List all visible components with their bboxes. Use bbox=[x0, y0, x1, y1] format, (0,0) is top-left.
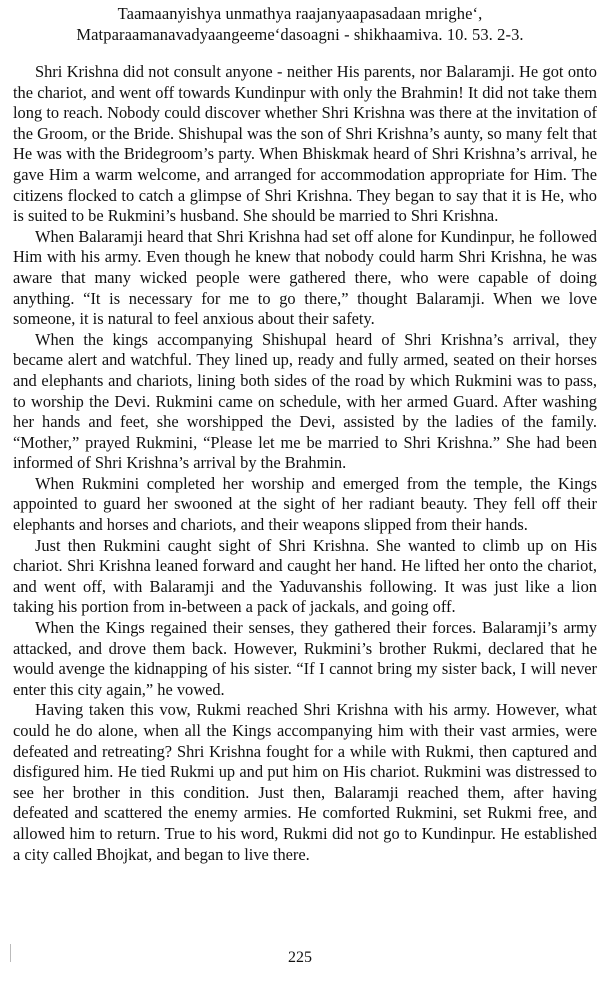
paragraph: When the kings accompanying Shishupal heard of Shri Krishna’s arrival, they became alert and watchful. They lined up, ready and fully armed, seated on their horses and elephants and chariots, lining both sides of the road by which Rukmini was to pass, to worship the Devi. Rukmini came on schedule, with her armed Guard. After washing her hands and feet, she worshipped the Devi, assisted by the ladies of the family. “Mother,” prayed Rukmini, “Please let me be married to Shri Krishna.” She had been informed of Shri Krishna’s arrival by the Brahmin. bbox=[13, 329, 597, 473]
verse-line-2: Matparaamanavadyaangeeme‘dasoagni - shikhaamiva. 10. 53. 2-3. bbox=[76, 25, 524, 44]
paragraph: Shri Krishna did not consult anyone - neither His parents, nor Balaramji. He got onto the chariot, and went off towards Kundinpur with only the Brahmin! It did not take them long to reach. Nobody could discover whether Shri Krishna was there at the invitation of the Groom, or the Bride. Shishupal was the son of Shri Krishna’s aunty, so many felt that He was with the Bridegroom’s party. When Bhiskmak heard of Shri Krishna’s arrival, he gave Him a warm welcome, and arranged for accommodation appropriate for Him. The citizens flocked to catch a glimpse of Shri Krishna. They began to say that it is He, who is suited to be Rukmini’s husband. She should be married to Shri Krishna. bbox=[13, 62, 597, 226]
paragraph: Having taken this vow, Rukmi reached Shri Krishna with his army. However, what could he do alone, when all the Kings accompanying him with their vast armies, were defeated and retreating? Shri Krishna fought for a while with Rukmi, then captured and disfigured him. He tied Rukmi up and put him on His chariot. Rukmini was distressed to see her brother in this condition. Just then, Balaramji reached them, after having defeated and scattered the enemy armies. He comforted Rukmini, set Rukmi free, and allowed him to return. True to his word, Rukmi did not go to Kundinpur. He established a city called Bhojkat, and began to live there. bbox=[13, 700, 597, 864]
verse-line-1: Taamaanyishya unmathya raajanyaapasadaan mrighe‘, bbox=[117, 4, 483, 23]
body-text bbox=[13, 62, 597, 865]
paragraph: When Rukmini completed her worship and emerged from the temple, the Kings appointed to guard her swooned at the sight of her radiant beauty. They fell off their elephants and horses and chariots, and their weapons slipped from their hands. bbox=[13, 473, 597, 535]
page-number: 225 bbox=[288, 949, 312, 966]
sanskrit-verse bbox=[20, 3, 580, 45]
paragraph: When the Kings regained their senses, they gathered their forces. Balaramji’s army attacked, and drove them back. However, Rukmini’s brother Rukmi, declared that he would avenge the kidnapping of his sister. “If I cannot bring my sister back, I will never enter this city again,” he vowed. bbox=[13, 618, 597, 699]
paragraph: Just then Rukmini caught sight of Shri Krishna. She wanted to climb up on His chariot. Shri Krishna leaned forward and caught her hand. He lifted her onto the chariot, and went off, with Balaramji and the Yaduvanshis following. It was just like a lion taking his portion from in-between a pack of jackals, and going off. bbox=[13, 535, 597, 617]
paragraph: When Balaramji heard that Shri Krishna had set off alone for Kundinpur, he followed Him with his army. Even though he knew that nobody could harm Shri Krishna, he was aware that many wicked people were gathered there, who were capable of doing anything. “It is necessary for me to go there,” thought Balaramji. When we love someone, it is natural to feel anxious about their safety. bbox=[13, 226, 597, 329]
